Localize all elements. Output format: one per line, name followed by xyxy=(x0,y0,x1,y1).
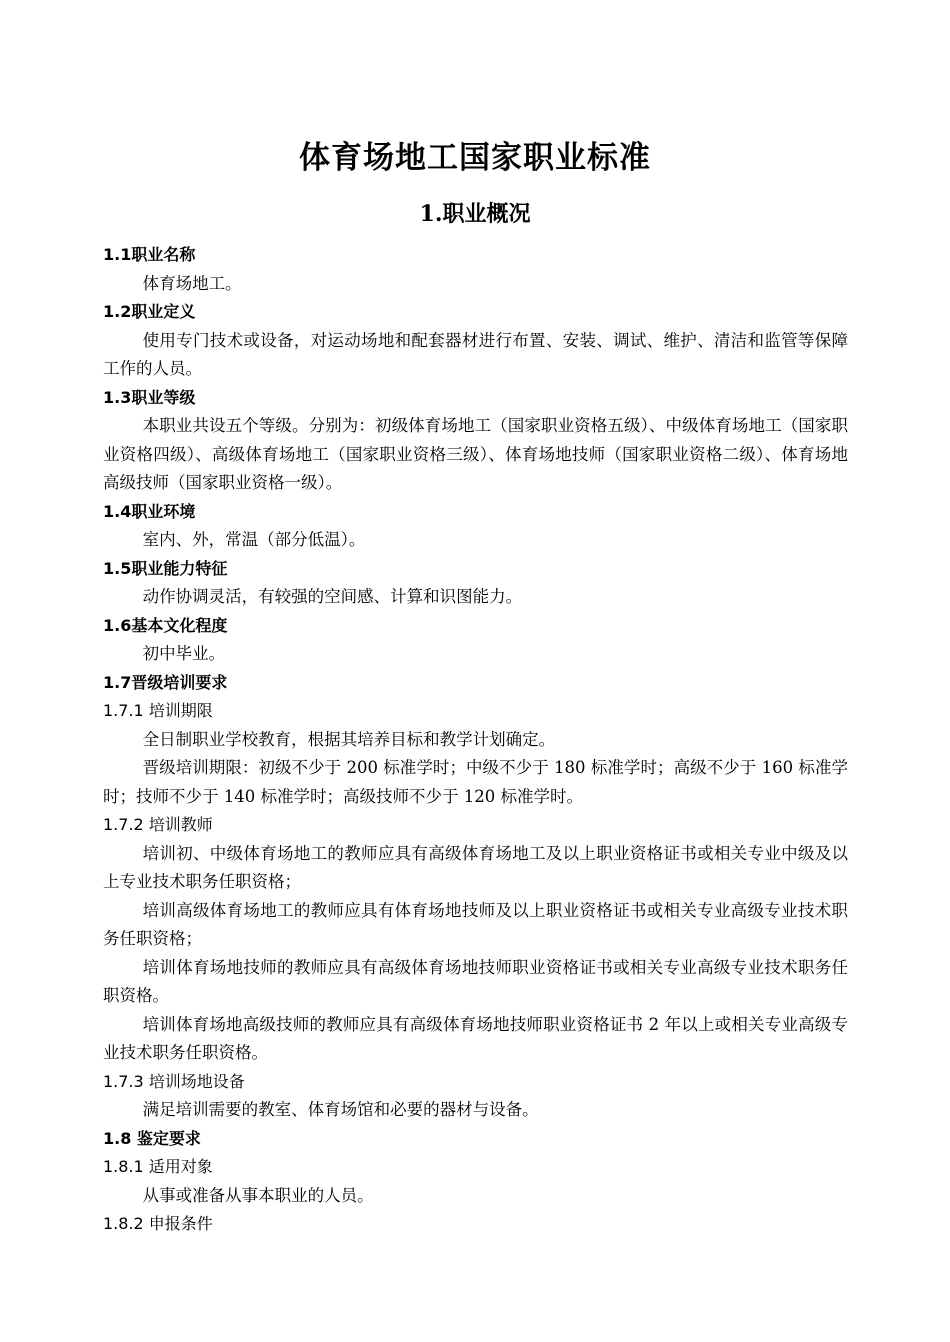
subsection-heading: 1.7.1 培训期限 xyxy=(103,701,213,720)
paragraph: 室内、外，常温（部分低温）。 xyxy=(142,530,366,549)
subsection-heading: 1.8.2 申报条件 xyxy=(103,1214,213,1233)
section-heading: 1.7晋级培训要求 xyxy=(103,672,228,692)
subsection-heading: 1.8.1 适用对象 xyxy=(103,1157,213,1176)
paragraph: 晋级培训期限：初级不少于 200 标准学时；中级不少于 180 标准学时；高级不少于 160 标准学时；技师不少于 140 标准学时；高级技师不少于 120 标准学时。 xyxy=(103,758,848,806)
section-heading: 1.5职业能力特征 xyxy=(103,558,228,578)
paragraph: 使用专门技术或设备，对运动场地和配套器材进行布置、安装、调试、维护、清洁和监管等保障工作的人员。 xyxy=(103,330,848,378)
paragraph: 从事或准备从事本职业的人员。 xyxy=(142,1185,374,1205)
paragraph: 动作协调灵活，有较强的空间感、计算和识图能力。 xyxy=(142,587,523,606)
document-body xyxy=(103,241,848,1239)
paragraph: 体育场地工。 xyxy=(142,273,242,293)
subsection-heading: 1.7.3 培训场地设备 xyxy=(103,1071,245,1091)
paragraph: 培训初、中级体育场地工的教师应具有高级体育场地工及以上职业资格证书或相关专业中级及以上专业技术职务任职资格； xyxy=(103,843,848,891)
paragraph: 满足培训需要的教室、体育场馆和必要的器材与设备。 xyxy=(142,1100,539,1119)
section-heading: 1.1职业名称 xyxy=(103,245,196,264)
section-heading: 1.3职业等级 xyxy=(103,387,196,407)
chapter-heading: 1.职业概况 xyxy=(419,201,531,227)
paragraph: 培训体育场地高级技师的教师应具有高级体育场地技师职业资格证书 2 年以上或相关专业高级专业技术职务任职资格。 xyxy=(103,1014,848,1062)
paragraph: 初中毕业。 xyxy=(142,644,226,663)
paragraph: 培训高级体育场地工的教师应具有体育场地技师及以上职业资格证书或相关专业高级专业技术职务任职资格； xyxy=(103,900,848,948)
paragraph: 全日制职业学校教育，根据其培养目标和教学计划确定。 xyxy=(142,729,556,749)
subsection-heading: 1.7.2 培训教师 xyxy=(103,815,213,834)
section-heading: 1.6基本文化程度 xyxy=(103,615,228,635)
paragraph: 培训体育场地技师的教师应具有高级体育场地技师职业资格证书或相关专业高级专业技术职务任职资格。 xyxy=(103,957,848,1005)
section-heading: 1.4职业环境 xyxy=(103,501,196,521)
document-title: 体育场地工国家职业标准 xyxy=(299,140,651,176)
section-heading: 1.8 鉴定要求 xyxy=(103,1128,201,1148)
paragraph: 本职业共设五个等级。分别为：初级体育场地工（国家职业资格五级）、中级体育场地工（国家职业资格四级）、高级体育场地工（国家职业资格三级）、体育场地技师（国家职业资格二级）、体育场地高级技师（国家职业资格一级）。 xyxy=(103,416,848,492)
section-heading: 1.2职业定义 xyxy=(103,302,196,321)
